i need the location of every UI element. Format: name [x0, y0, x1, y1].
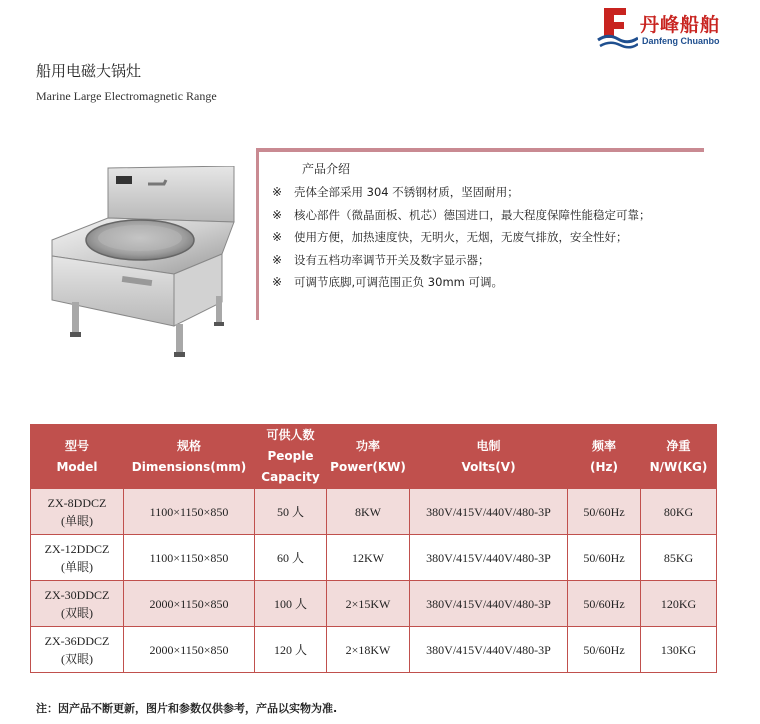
logo-name-en: Danfeng Chuanbo	[642, 36, 720, 46]
table-row	[31, 627, 717, 673]
cell-power: 2×15KW	[327, 581, 410, 627]
cell-weight: 85KG	[641, 535, 717, 581]
bullet-mark: ※	[272, 230, 283, 244]
company-logo	[596, 6, 756, 52]
table-header-row	[31, 425, 717, 489]
feature-item	[272, 226, 651, 249]
cell-dimensions: 2000×1150×850	[124, 581, 255, 627]
cell-power: 8KW	[327, 489, 410, 535]
feature-item	[272, 181, 651, 204]
cell-volts: 380V/415V/440V/480-3P	[410, 489, 568, 535]
logo-mark-icon	[596, 6, 638, 50]
feature-text: 核心部件（微晶面板、机芯）德国进口，最大程度保障性能稳定可靠；	[294, 207, 651, 222]
product-title-cn: 船用电磁大锅灶	[36, 62, 142, 80]
header-weight: 净重 N/W(KG)	[641, 425, 717, 489]
feature-text: 可调节底脚,可调范围正负 30mm 可调。	[294, 275, 504, 289]
feature-list	[272, 181, 651, 294]
cell-power: 2×18KW	[327, 627, 410, 673]
cell-people: 60 人	[255, 535, 327, 581]
feature-text: 使用方便，加热速度快，无明火，无烟，无废气排放，安全性好；	[294, 230, 628, 244]
cell-power: 12KW	[327, 535, 410, 581]
disclaimer-note: 注：因产品不断更新，图片和参数仅供参考，产品以实物为准.	[36, 702, 338, 715]
cell-model: ZX-36DDCZ (双眼)	[31, 627, 124, 673]
logo-name-cn: 丹峰船舶	[640, 14, 721, 36]
cell-dimensions: 2000×1150×850	[124, 627, 255, 673]
intro-top-rule	[256, 148, 704, 152]
table-row	[31, 581, 717, 627]
cell-frequency: 50/60Hz	[568, 627, 641, 673]
header-dimensions: 规格 Dimensions(mm)	[124, 425, 255, 489]
feature-text: 设有五档功率调节开关及数字显示器；	[294, 252, 490, 267]
cell-dimensions: 1100×1150×850	[124, 489, 255, 535]
cell-volts: 380V/415V/440V/480-3P	[410, 535, 568, 581]
bullet-mark: ※	[272, 252, 283, 267]
feature-item	[272, 249, 651, 272]
product-image	[44, 166, 244, 358]
cell-weight: 130KG	[641, 627, 717, 673]
bullet-mark: ※	[272, 275, 283, 289]
header-capacity: 可供人数 People Capacity	[255, 425, 327, 489]
intro-title: 产品介绍	[302, 162, 351, 176]
header-volts: 电制 Volts(V)	[410, 425, 568, 489]
cell-dimensions: 1100×1150×850	[124, 535, 255, 581]
header-frequency: 频率 (Hz)	[568, 425, 641, 489]
intro-left-rule	[256, 148, 259, 320]
product-title-en: Marine Large Electromagnetic Range	[36, 89, 217, 103]
cell-volts: 380V/415V/440V/480-3P	[410, 581, 568, 627]
header-power: 功率 Power(KW)	[327, 425, 410, 489]
cell-frequency: 50/60Hz	[568, 535, 641, 581]
cell-weight: 80KG	[641, 489, 717, 535]
cell-model: ZX-8DDCZ (单眼)	[31, 489, 124, 535]
cell-people: 50 人	[255, 489, 327, 535]
cell-frequency: 50/60Hz	[568, 489, 641, 535]
cell-model: ZX-30DDCZ (双眼)	[31, 581, 124, 627]
bullet-mark: ※	[272, 207, 283, 222]
cell-volts: 380V/415V/440V/480-3P	[410, 627, 568, 673]
cell-model: ZX-12DDCZ (单眼)	[31, 535, 124, 581]
feature-text: 壳体全部采用 304 不锈钢材质，坚固耐用；	[294, 185, 519, 199]
header-model: 型号 Model	[31, 425, 124, 489]
bullet-mark: ※	[272, 185, 283, 199]
cell-people: 120 人	[255, 627, 327, 673]
feature-item	[272, 271, 651, 294]
feature-item	[272, 204, 651, 227]
cell-people: 100 人	[255, 581, 327, 627]
cell-weight: 120KG	[641, 581, 717, 627]
cell-frequency: 50/60Hz	[568, 581, 641, 627]
table-row	[31, 535, 717, 581]
table-row	[31, 489, 717, 535]
spec-table	[30, 424, 717, 673]
